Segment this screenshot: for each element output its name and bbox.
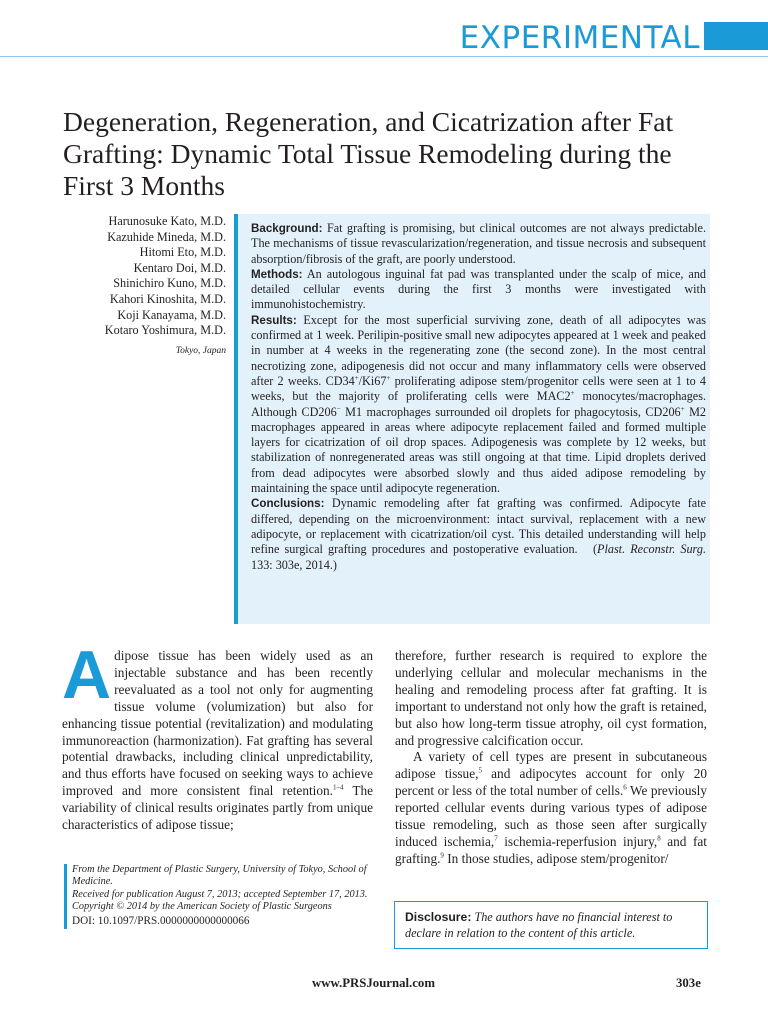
author-location: Tokyo, Japan [175,345,226,356]
methods-label: Methods: [251,267,303,281]
author-list [40,214,226,357]
reference: 6 [623,783,627,792]
disclosure-box [394,901,708,949]
author: Koji Kanayama, M.D. [117,307,226,322]
paragraph: A variety of cell types are present in subcutaneous adipose tissue,$^5$ and adipocytes account for only 20 percent or less of the total number of cells.$^6$ We previously reported cellular events during various types of adipose tissue remodeling, such as those seen after surgically induced ischemia,$^7$ ischemia-reperfusion injury,$^8$ and fat grafting.$^9$ In those studies, adipose stem/progenitor/ [395,749,707,866]
abstract-results: Results: Except for the most superficial surviving zone, death of all adipocytes was confirmed at 1 week. Perilipin-positive small new adipocytes appeared at 1 week and peaked in number at 4 weeks in the regenerating zone (the second zone). In the most central necrotizing zone, adipogenesis did not occur and many inflammatory cells were observed after 2 weeks. CD34+/Ki67+ proliferating adipose stem/progenitor cells were seen at 1 to 4 weeks, but the majority of proliferating cells were MAC2+ monocytes/macrophages. Although CD206− M1 macrophages surrounded oil droplets for phagocytosis, CD206+ M2 macrophages appeared in areas where adipocyte replacement failed and formed multiple layers for cicatrization of oil drop spaces. Adipogenesis was complete by 12 weeks, but stabilization of nonregenerated areas was still ongoing at that time. Lipid droplets derived from dead adipocytes were absorbed slowly and thus aided adipose remodeling by maintaining the space until adipocyte regeneration. [251,312,707,496]
article-title: Degeneration, Regeneration, and Cicatrization after Fat Grafting: Dynamic Total Tissue Remodeling during the First 3 Months [63,106,674,201]
section-label: EXPERIMENTAL [459,20,700,56]
author: Shinichiro Kuno, M.D. [113,276,226,291]
citation-journal: Plast. Reconstr. Surg. [597,542,706,557]
abstract-methods: Methods: An autologous inguinal fat pad was transplanted under the scalp of mice, and detailed cellular events during the first 3 months were investigated with immunohistochemistry. [251,266,707,312]
doi: DOI: 10.1097/PRS.0000000000000066 [72,914,250,927]
footnote [64,864,380,929]
header-rule [0,56,768,57]
background-label: Background: [251,222,323,235]
reference: 7 [494,834,498,843]
abstract-box [234,214,710,624]
author: Hitomi Eto, M.D. [139,245,226,260]
received-date: Received for publication August 7, 2013; accepted September 17, 2013. [72,888,368,900]
author: Kotaro Yoshimura, M.D. [104,323,226,338]
disclosure-text: The authors have no financial interest to declare in relation to the content of this article. [405,910,673,940]
reference: 5 [478,766,482,775]
conclusions-label: Conclusions: [251,497,325,511]
author: Kentaro Doi, M.D. [133,260,226,275]
abstract-background: Background: Fat grafting is promising, but clinical outcomes are not always predictable. The mechanisms of tissue revascularization/regeneration, and tissue necrosis and subsequent absorption/fibrosis of the graft, are poorly understood. [251,221,706,266]
results-label: Results: [251,313,297,327]
author: Kazuhide Mineda, M.D. [107,229,226,244]
paragraph: therefore, further research is required to explore the underlying cellular and molecular mechanisms in the healing and remodeling process after fat grafting. It is important to understand not only how the graft is retained, but also how long-term tissue atrophy, oil cyst formation, and progressive calcification occur. [395,648,707,748]
disclosure-label: Disclosure: [405,910,472,924]
reference: 9 [440,851,444,860]
author: Harunosuke Kato, M.D. [108,214,226,228]
body-column-left: Adipose tissue has been widely used as an injectable substance and has been recently reevaluated as a tool not only for augmenting tissue volume (volumization) but also for enhancing tissue potential (revitalization) and modulating immunoreaction (harmonization). Fat grafting has several potential drawbacks, including clinical unpredictability, and thus efforts have focused on seeking ways to achieve improved and more consistent final retention.$^{1-4}$ The variability of clinical results originates partly from unique characteristics of adipose tissue; [62,637,373,833]
journal-url[interactable]: www.PRSJournal.com [312,976,435,990]
drop-cap: A [62,637,112,713]
affiliation: From the Department of Plastic Surgery, University of Tokyo, School of Medicine. [72,864,367,888]
reference: 1–4 [332,783,344,792]
page-number: 303e [676,976,701,990]
copyright: Copyright © 2014 by the American Society of Plastic Surgeons [72,901,332,913]
reference: 8 [657,834,661,843]
section-bar [704,22,768,50]
author: Kahori Kinoshita, M.D. [109,291,226,306]
body-column-right [395,648,707,868]
abstract-conclusions: Conclusions: Dynamic remodeling after fat grafting was confirmed. Adipocyte fate differed, depending on the microenvironment: intact survival, replacement with a new adipocyte, or replacement with cicatrization/oil cyst. This detailed understanding will help refine surgical grafting procedures and postoperative evaluation. (Plast. Reconstr. Surg. 133: 303e, 2014.) [251,496,707,572]
